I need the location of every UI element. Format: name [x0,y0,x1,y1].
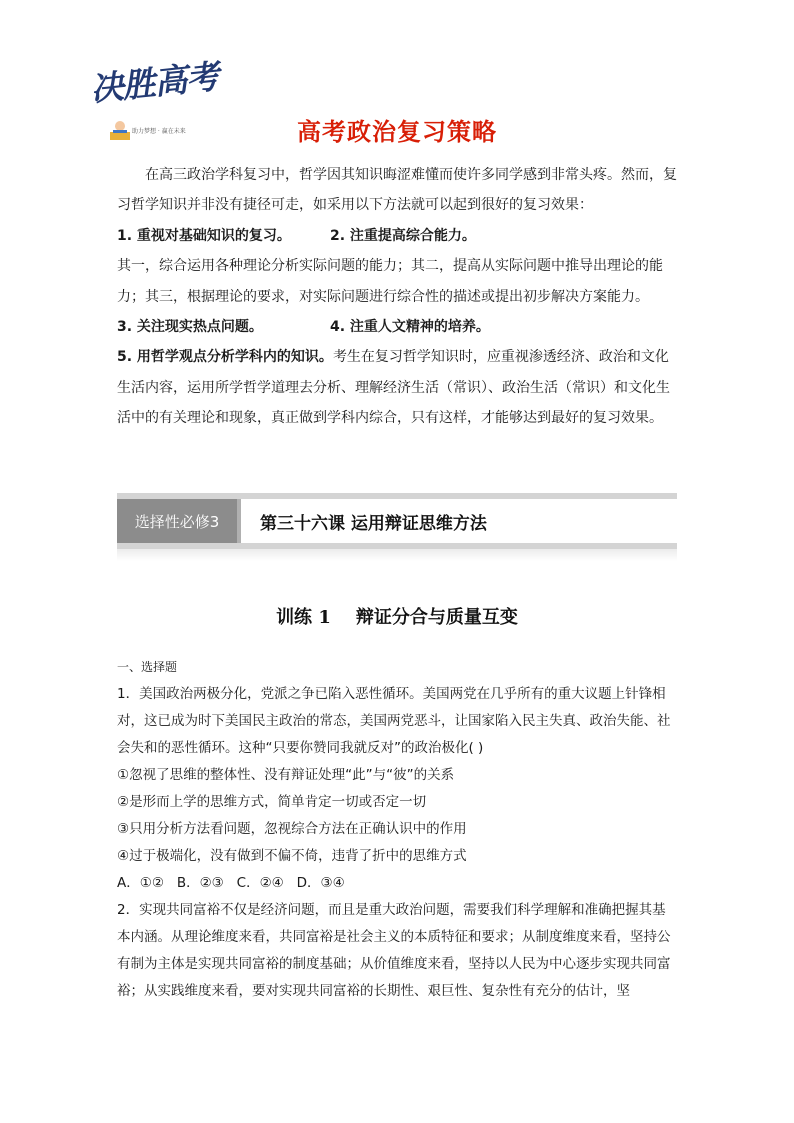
intro-section [117,160,677,434]
point-1: 1. 重视对基础知识的复习。 [117,227,291,244]
ability-paragraph: 其一，综合运用各种理论分析实际问题的能力；其二，提高从实际问题中推导出理论的能力；其三，根据理论的要求，对实际问题进行综合性的描述或提出初步解决方案能力。 [117,258,663,305]
intro-paragraph: 在高三政治学科复习中，哲学因其知识晦涩难懂而使许多同学感到非常头疼。然而，复习哲学知识并非没有捷径可走，如采用以下方法就可以起到很好的复习效果： [117,167,677,214]
point-5-text: 考生在复习哲学知识时，应重视渗透经济、政治和文化生活内容，运用所学哲学道理去分析、理解经济生活（常识）、政治生活（常识）和文化生活中的有关理论和现象，真正做到学科内综合，只有这样，才能够达到最好的复习效果。 [117,349,670,427]
banner-course-label: 选择性必修3 [117,499,237,543]
point-2: 2. 注重提高综合能力。 [330,227,476,244]
chapter-banner [117,493,677,549]
points-row-1 [117,221,677,251]
question-1-stem: 1．美国政治两极分化，党派之争已陷入恶性循环。美国两党在几乎所有的重大议题上针锋相对，这已成为时下美国民主政治的常态，美国两党恶斗，让国家陷入民主失真、政治失能、社会失和的恶性循环。这种“只要你赞同我就反对”的政治极化( ) [117,686,671,756]
point-5: 5. 用哲学观点分析学科内的知识。 [117,349,333,366]
question-1-statement-1: ①忽视了思维的整体性、没有辩证处理“此”与“彼”的关系 [117,767,455,783]
exercise-body [117,654,677,1005]
question-1-statement-3: ③只用分析方法看问题，忽视综合方法在正确认识中的作用 [117,821,467,837]
logo-tagline: 助力梦想 · 赢在未来 [132,128,186,135]
lesson-title: 训练 1 辩证分合与质量互变 [276,607,518,628]
logo-text: 决胜高考 [88,56,221,109]
question-1-statement-4: ④过于极端化，没有做到不偏不倚，违背了折中的思维方式 [117,848,467,864]
point-3: 3. 关注现实热点问题。 [117,319,263,336]
question-1-options: A．①② B．②③ C．②④ D．③④ [117,875,345,891]
point-4: 4. 注重人文精神的培养。 [330,319,490,336]
question-2-stem: 2．实现共同富裕不仅是经济问题，而且是重大政治问题，需要我们科学理解和准确把握其基本内涵。从理论维度来看，共同富裕是社会主义的本质特征和要求；从制度维度来看，坚持公有制为主体是实现共同富裕的制度基础；从价值维度来看，坚持以人民为中心逐步实现共同富裕；从实践维度来看，要对实现共同富裕的长期性、艰巨性、复杂性有充分的估计，坚 [117,902,671,999]
section-heading: 一、选择题 [117,660,178,674]
points-row-2 [117,312,677,342]
page-title: 高考政治复习策略 [297,118,497,146]
banner-lesson-title: 第三十六课 运用辩证思维方法 [260,513,487,534]
question-1-statement-2: ②是形而上学的思维方式，简单肯定一切或否定一切 [117,794,427,810]
point-5-paragraph [117,342,677,433]
